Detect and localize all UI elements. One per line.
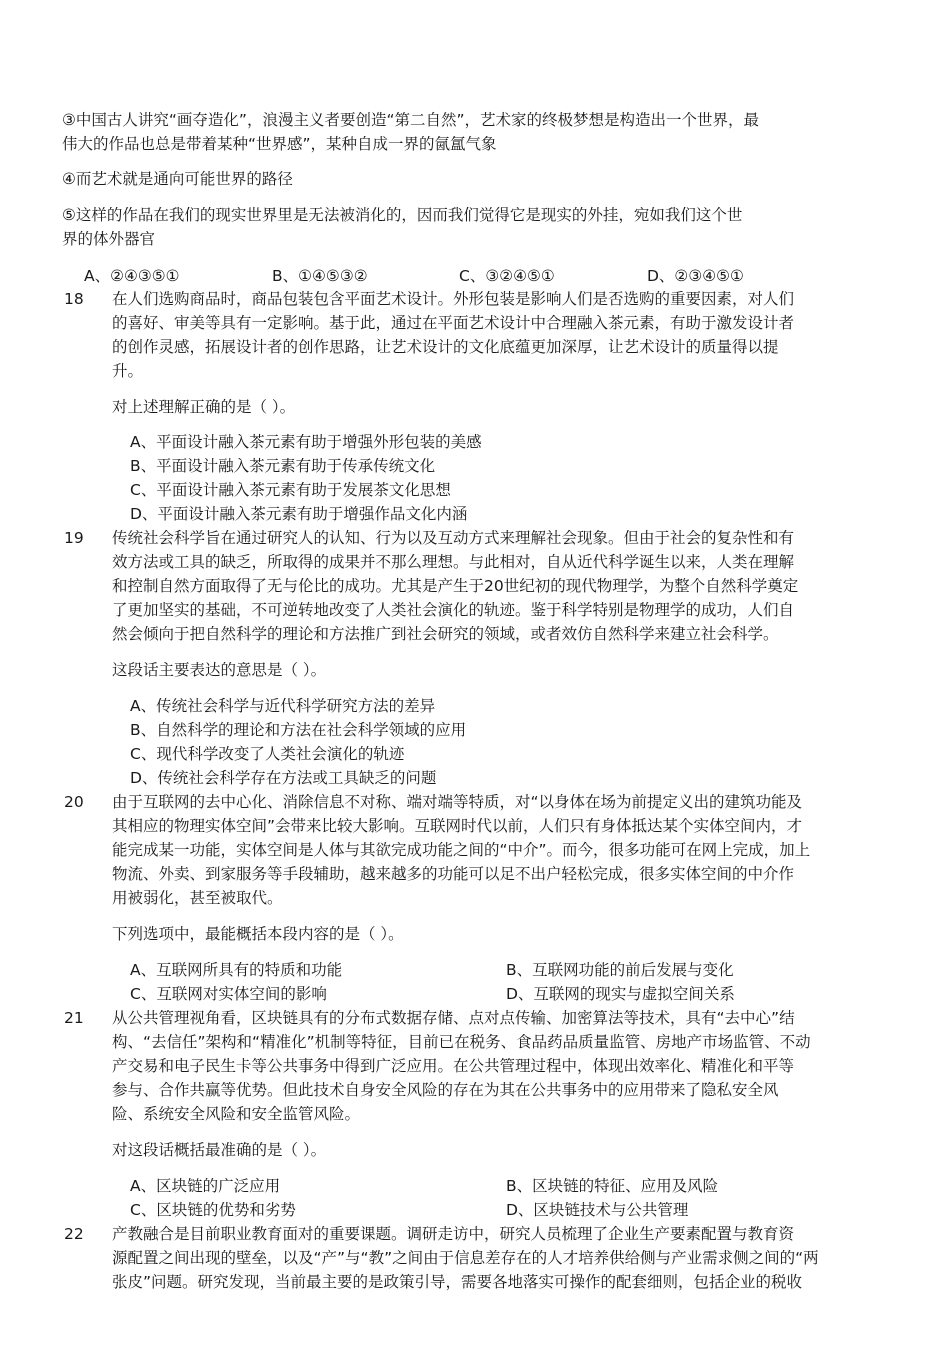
text-line: 由于互联网的去中心化、消除信息不对称、端对端等特质，对“以身体在场为前提定义出的建筑功能及 (112, 793, 803, 811)
intro-option-c[interactable]: C、③②④⑤① (459, 267, 555, 285)
q18-option-b[interactable]: B、平面设计融入茶元素有助于传承传统文化 (130, 457, 436, 475)
question-20-text (112, 790, 810, 910)
q19-option-a[interactable]: A、传统社会科学与近代科学研究方法的差异 (130, 697, 436, 715)
sentence-4: ④而艺术就是通向可能世界的路径 (62, 170, 293, 188)
text-line: 产交易和电子民生卡等公共事务中得到广泛应用。在公共管理过程中，体现出效率化、精准化和平等 (112, 1057, 795, 1075)
intro-option-b[interactable]: B、①④⑤③② (272, 267, 368, 285)
sentence-5-line: ⑤这样的作品在我们的现实世界里是无法被消化的，因而我们觉得它是现实的外挂，宛如我们这个世 (62, 206, 743, 224)
text-line: 的创作灵感，拓展设计者的创作思路，让艺术设计的文化底蕴更加深厚，让艺术设计的质量得以提 (112, 338, 779, 356)
text-line: 了更加坚实的基础，不可逆转地改变了人类社会演化的轨迹。鉴于科学特别是物理学的成功，人们自 (112, 601, 795, 619)
sentence-3 (62, 108, 759, 156)
intro-option-d[interactable]: D、②③④⑤① (647, 267, 744, 285)
question-19-text (112, 526, 798, 646)
q19-option-b[interactable]: B、自然科学的理论和方法在社会科学领域的应用 (130, 721, 467, 739)
text-line: 险、系统安全风险和安全监管风险。 (112, 1105, 361, 1123)
text-line: 从公共管理视角看，区块链具有的分布式数据存储、点对点传输、加密算法等技术，具有“去中心”结 (112, 1009, 795, 1027)
text-line: 物流、外卖、到家服务等手段辅助，越来越多的功能可以足不出户轻松完成，很多实体空间的中介作 (112, 865, 795, 883)
text-line: 构、“去信任”架构和“精准化”机制等特征，目前已在税务、食品药品质量监管、房地产市场监管、不动 (112, 1033, 811, 1051)
question-19-prompt: 这段话主要表达的意思是（ ）。 (112, 661, 327, 679)
text-line: 在人们选购商品时，商品包装包含平面艺术设计。外形包装是影响人们是否选购的重要因素，对人们 (112, 290, 795, 308)
q20-option-a[interactable]: A、互联网所具有的特质和功能 (130, 961, 343, 979)
text-line: 张皮”问题。研究发现，当前最主要的是政策引导，需要各地落实可操作的配套细则，包括企业的税收 (112, 1273, 803, 1291)
q18-option-d[interactable]: D、平面设计融入茶元素有助于增强作品文化内涵 (130, 505, 468, 523)
q18-option-a[interactable]: A、平面设计融入茶元素有助于增强外形包装的美感 (130, 433, 482, 451)
q21-option-c[interactable]: C、区块链的优势和劣势 (130, 1201, 296, 1219)
text-line: 的喜好、审美等具有一定影响。基于此，通过在平面艺术设计中合理融入茶元素，有助于激发设计者 (112, 314, 795, 332)
sentence-5 (62, 203, 742, 251)
text-line: 升。 (112, 362, 144, 380)
q20-option-b[interactable]: B、互联网功能的前后发展与变化 (506, 961, 734, 979)
text-line: 产教融合是目前职业教育面对的重要课题。调研走访中，研究人员梳理了企业生产要素配置与教育资 (112, 1225, 795, 1243)
question-20-prompt: 下列选项中，最能概括本段内容的是（ ）。 (112, 925, 404, 943)
text-line: 和控制自然方面取得了无与伦比的成功。尤其是产生于20世纪初的现代物理学，为整个自然科学奠定 (112, 577, 799, 595)
q21-option-b[interactable]: B、区块链的特征、应用及风险 (506, 1177, 719, 1195)
question-22-text (112, 1222, 819, 1294)
q20-option-d[interactable]: D、互联网的现实与虚拟空间关系 (506, 985, 735, 1003)
text-line: 能完成某一功能，实体空间是人体与其欲完成功能之间的“中介”。而今，很多功能可在网上完成，加上 (112, 841, 811, 859)
question-number: 22 (64, 1225, 84, 1243)
question-18-text (112, 287, 794, 383)
q18-option-c[interactable]: C、平面设计融入茶元素有助于发展茶文化思想 (130, 481, 451, 499)
question-number: 18 (64, 290, 84, 308)
text-line: 然会倾向于把自然科学的理论和方法推广到社会研究的领域，或者效仿自然科学来建立社会科学。 (112, 625, 779, 643)
sentence-5-line: 界的体外器官 (62, 230, 156, 248)
question-18-prompt: 对上述理解正确的是（ ）。 (112, 398, 296, 416)
q21-option-a[interactable]: A、区块链的广泛应用 (130, 1177, 281, 1195)
question-number: 20 (64, 793, 84, 811)
question-21-text (112, 1006, 811, 1126)
q20-option-c[interactable]: C、互联网对实体空间的影响 (130, 985, 327, 1003)
q21-option-d[interactable]: D、区块链技术与公共管理 (506, 1201, 689, 1219)
question-21-prompt: 对这段话概括最准确的是（ ）。 (112, 1141, 327, 1159)
intro-option-a[interactable]: A、②④③⑤① (84, 267, 180, 285)
text-line: 效方法或工具的缺乏，所取得的成果并不那么理想。与此相对，自从近代科学诞生以来，人类在理解 (112, 553, 795, 571)
q19-option-c[interactable]: C、现代科学改变了人类社会演化的轨迹 (130, 745, 405, 763)
question-number: 19 (64, 529, 84, 547)
question-number: 21 (64, 1009, 84, 1027)
text-line: 参与、合作共赢等优势。但此技术自身安全风险的存在为其在公共事务中的应用带来了隐私安全风 (112, 1081, 779, 1099)
sentence-3-line: 伟大的作品也总是带着某种“世界感”，某种自成一界的氤氲气象 (62, 135, 497, 153)
sentence-3-line: ③中国古人讲究“画夺造化”，浪漫主义者要创造“第二自然”，艺术家的终极梦想是构造出一个世界，最 (62, 111, 760, 129)
q19-option-d[interactable]: D、传统社会科学存在方法或工具缺乏的问题 (130, 769, 437, 787)
text-line: 其相应的物理实体空间”会带来比较大影响。互联网时代以前，人们只有身体抵达某个实体空间内，才 (112, 817, 803, 835)
text-line: 用被弱化，甚至被取代。 (112, 889, 283, 907)
text-line: 源配置之间出现的壁垒，以及“产”与“教”之间由于信息差存在的人才培养供给侧与产业需求侧之间的“两 (112, 1249, 819, 1267)
text-line: 传统社会科学旨在通过研究人的认知、行为以及互动方式来理解社会现象。但由于社会的复杂性和有 (112, 529, 795, 547)
